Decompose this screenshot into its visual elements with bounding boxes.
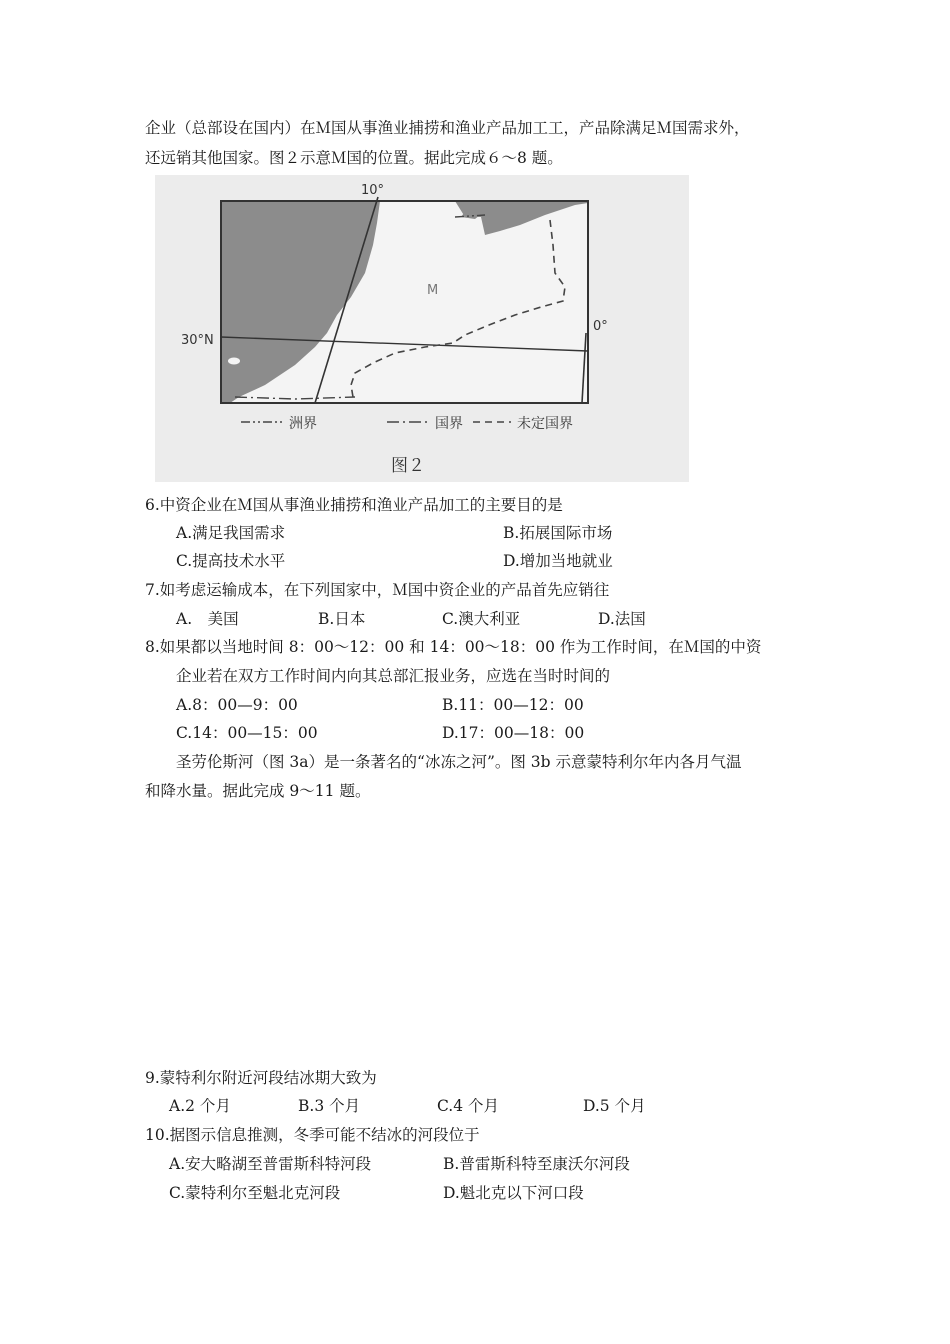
q10-option-b: B.普雷斯科特至康沃尔河段: [443, 1155, 630, 1173]
q9-option-b: B.3 个月: [298, 1097, 361, 1115]
island: [228, 358, 240, 365]
q6-option-d: D.增加当地就业: [503, 552, 613, 570]
q6-option-c: C.提高技术水平: [176, 552, 286, 570]
intro-line-2: 还远销其他国家。图２示意Ｍ国的位置。据此完成６～8 题。: [145, 149, 563, 167]
label-lat-30n: 30°N: [181, 333, 214, 348]
q7-stem: 7.如考虑运输成本，在下列国家中，Ｍ国中资企业的产品首先应销往: [145, 581, 610, 599]
q10-option-d: D.魁北克以下河口段: [443, 1184, 584, 1202]
intro2-line-1: 圣劳伦斯河（图 3a）是一条著名的“冰冻之河”。图 3b 示意蒙特利尔年内各月气温: [176, 753, 742, 771]
label-country-m: M: [427, 283, 439, 298]
q9-stem: 9.蒙特利尔附近河段结冰期大致为: [145, 1069, 377, 1087]
q10-option-a: A.安大略湖至普雷斯科特河段: [169, 1155, 372, 1173]
legend-undetermined-label: 未定国界: [517, 416, 573, 432]
q8-stem-line-2: 企业若在双方工作时间内向其总部汇报业务，应选在当时时间的: [176, 667, 611, 685]
q7-option-d: D.法国: [598, 610, 646, 628]
figure-caption: 图２: [391, 456, 425, 476]
q8-stem-line-1: 8.如果都以当地时间 8：00～12：00 和 14：00～18：00 作为工作时间，在Ｍ国的中资: [145, 638, 762, 656]
q9-option-c: C.4 个月: [437, 1097, 500, 1115]
figure-2-map: [155, 175, 689, 482]
label-lon-10: 10°: [361, 183, 385, 198]
q9-option-a: A.2 个月: [169, 1097, 231, 1115]
q7-option-c: C.澳大利亚: [442, 610, 521, 628]
legend-national-label: 国界: [435, 416, 463, 432]
q6-option-a: A.满足我国需求: [176, 524, 286, 542]
q7-option-a: A. 美国: [176, 610, 239, 628]
q8-option-b: B.11：00—12：00: [442, 696, 584, 714]
legend-continent-label: 洲界: [289, 416, 317, 432]
q8-option-d: D.17：00—18：00: [442, 724, 585, 742]
q10-option-c: C.蒙特利尔至魁北克河段: [169, 1184, 341, 1202]
q6-stem: 6.中资企业在Ｍ国从事渔业捕捞和渔业产品加工的主要目的是: [145, 496, 563, 514]
q10-stem: 10.据图示信息推测，冬季可能不结冰的河段位于: [145, 1126, 480, 1144]
map-svg: [155, 175, 689, 482]
q8-option-c: C.14：00—15：00: [176, 724, 318, 742]
intro2-line-2: 和降水量。据此完成 9～11 题。: [145, 782, 371, 800]
q9-option-d: D.5 个月: [583, 1097, 646, 1115]
label-lon-0: 0°: [593, 319, 608, 334]
q7-option-b: B.日本: [318, 610, 366, 628]
intro-line-1: 企业（总部设在国内）在Ｍ国从事渔业捕捞和渔业产品加工工，产品除满足Ｍ国需求外，: [145, 119, 750, 137]
q8-option-a: A.8：00—9：00: [176, 696, 298, 714]
q6-option-b: B.拓展国际市场: [503, 524, 613, 542]
